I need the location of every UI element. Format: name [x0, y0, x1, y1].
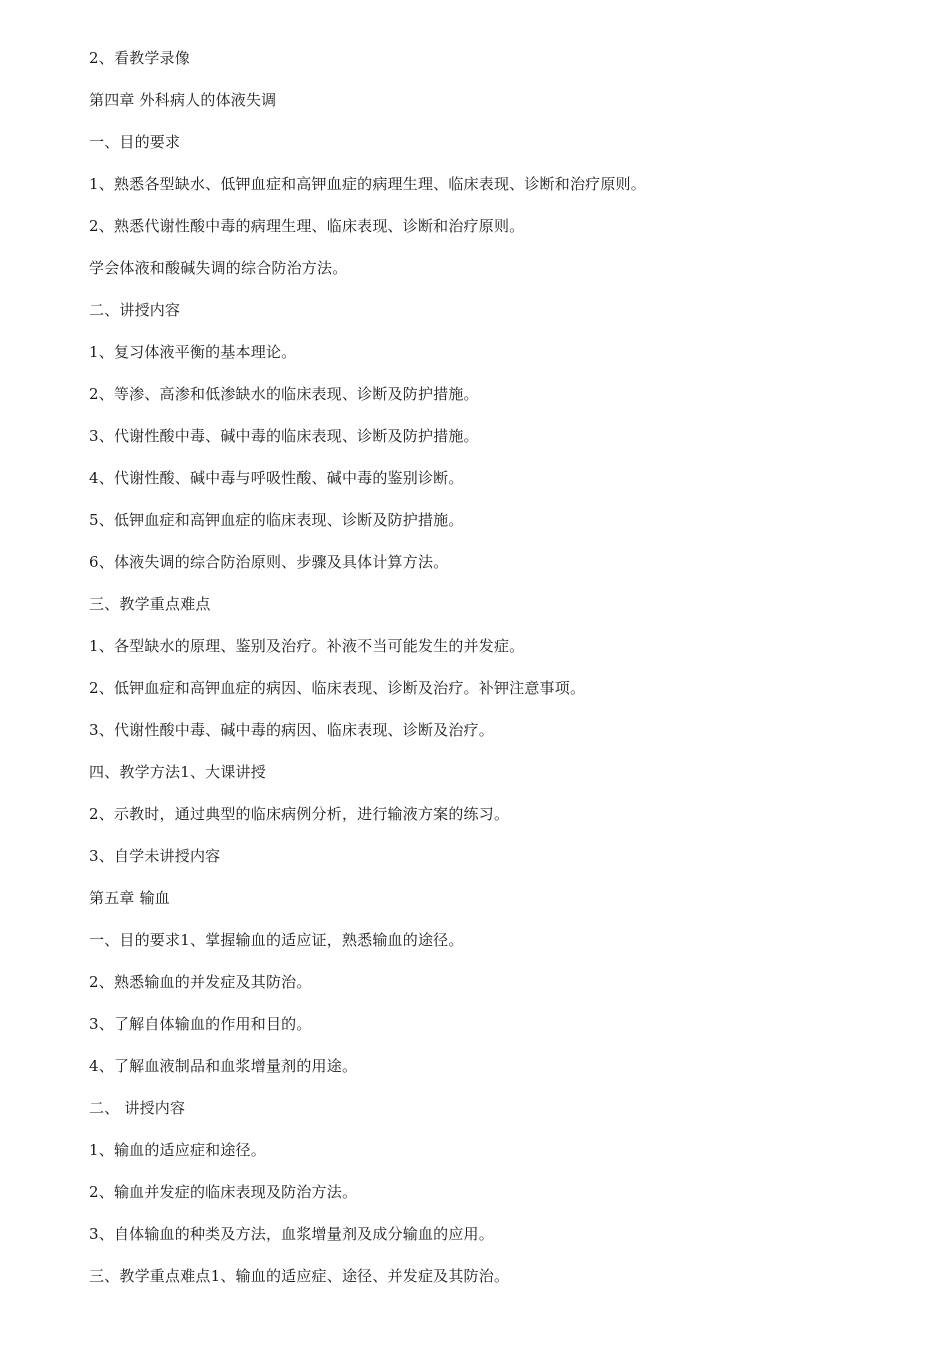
section-heading: 三、教学重点难点: [89, 595, 211, 613]
text-line: 4、了解血液制品和血浆增量剂的用途。: [89, 1057, 358, 1075]
text-line: 3、了解自体输血的作用和目的。: [89, 1015, 312, 1033]
text-line: 学会体液和酸碱失调的综合防治方法。: [89, 259, 348, 277]
text-line: 2、熟悉输血的并发症及其防治。: [89, 973, 312, 991]
section-heading: 二、讲授内容: [89, 301, 181, 319]
text-line: 5、低钾血症和高钾血症的临床表现、诊断及防护措施。: [89, 511, 464, 529]
text-line: 2、示教时，通过典型的临床病例分析，进行输液方案的练习。: [89, 805, 510, 823]
section-heading: 四、教学方法1、大课讲授: [89, 763, 266, 781]
text-line: 6、体液失调的综合防治原则、步骤及具体计算方法。: [89, 553, 449, 571]
text-line: 3、代谢性酸中毒、碱中毒的临床表现、诊断及防护措施。: [89, 427, 479, 445]
text-line: 1、熟悉各型缺水、低钾血症和高钾血症的病理生理、临床表现、诊断和治疗原则。: [89, 175, 646, 193]
text-line: 2、看教学录像: [89, 49, 190, 67]
text-line: 1、复习体液平衡的基本理论。: [89, 343, 297, 361]
text-line: 1、输血的适应症和途径。: [89, 1141, 266, 1159]
text-line: 3、自体输血的种类及方法，血浆增量剂及成分输血的应用。: [89, 1225, 494, 1243]
chapter-heading: 第四章 外科病人的体液失调: [89, 91, 277, 109]
text-line: 1、各型缺水的原理、鉴别及治疗。补液不当可能发生的并发症。: [89, 637, 525, 655]
section-heading: 三、教学重点难点1、输血的适应症、途径、并发症及其防治。: [89, 1267, 510, 1285]
section-heading: 二、 讲授内容: [89, 1099, 186, 1117]
text-line: 3、代谢性酸中毒、碱中毒的病因、临床表现、诊断及治疗。: [89, 721, 494, 739]
text-line: 4、代谢性酸、碱中毒与呼吸性酸、碱中毒的鉴别诊断。: [89, 469, 464, 487]
section-heading: 一、目的要求1、掌握输血的适应证，熟悉输血的途径。: [89, 931, 464, 949]
text-line: 2、低钾血症和高钾血症的病因、临床表现、诊断及治疗。补钾注意事项。: [89, 679, 586, 697]
text-line: 2、熟悉代谢性酸中毒的病理生理、临床表现、诊断和治疗原则。: [89, 217, 525, 235]
chapter-heading: 第五章 输血: [89, 889, 170, 907]
text-line: 2、输血并发症的临床表现及防治方法。: [89, 1183, 358, 1201]
text-line: 2、等渗、高渗和低渗缺水的临床表现、诊断及防护措施。: [89, 385, 479, 403]
text-line: 3、自学未讲授内容: [89, 847, 221, 865]
section-heading: 一、目的要求: [89, 133, 181, 151]
